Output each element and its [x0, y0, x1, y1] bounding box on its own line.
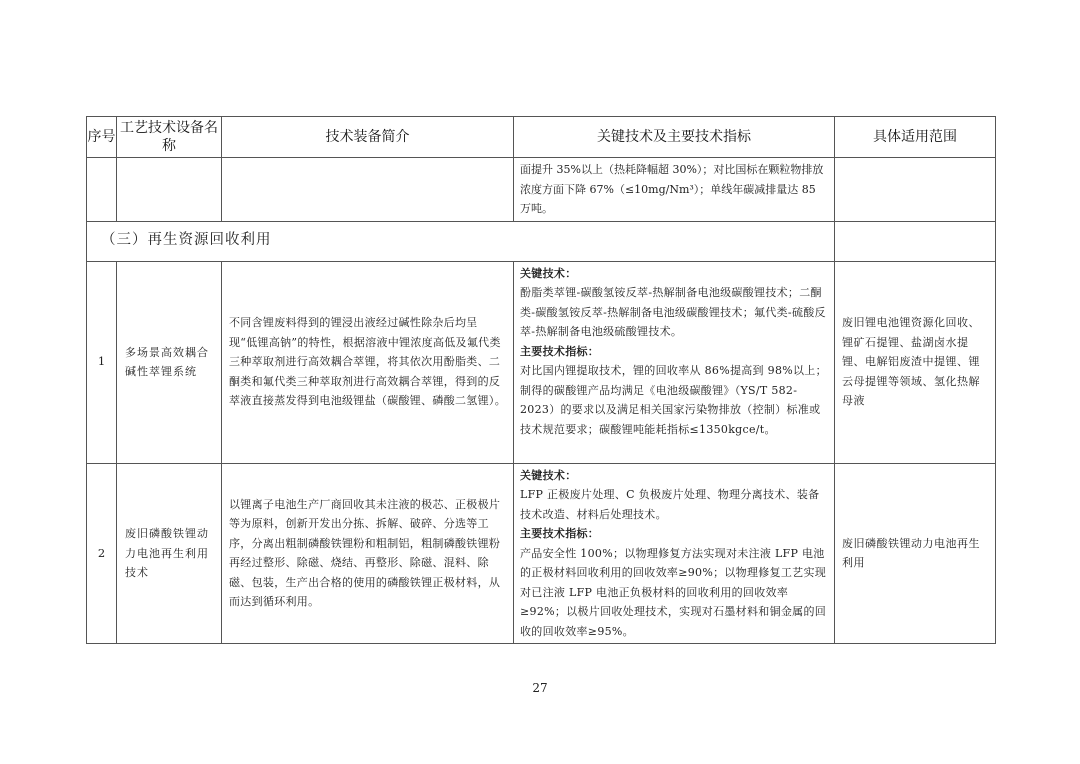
header-key: 关键技术及主要技术指标 [514, 117, 835, 158]
row-scope: 废旧磷酸铁锂动力电池再生利用 [835, 463, 996, 644]
key-tech-text: 酚脂类萃锂-碳酸氢铵反萃-热解制备电池级碳酸锂技术；二酮类-碳酸氢铵反萃-热解制备电池级碳酸锂技术；氟代类-硫酸反萃-热解制备电池级硫酸锂技术。 [520, 286, 826, 338]
header-scope: 具体适用范围 [835, 117, 996, 158]
row-name: 多场景高效耦合碱性萃锂系统 [117, 261, 222, 463]
row-key-cell [514, 463, 835, 644]
row-name: 废旧磷酸铁锂动力电池再生利用技术 [117, 463, 222, 644]
row-index: 1 [87, 261, 117, 463]
main-index-text: 产品安全性 100%；以物理修复方法实现对未注液 LFP 电池的正极材料回收利用的回收效率≥90%；以物理修复工艺实现对已注液 LFP 电池正负极材料的回收利用的回收效率≥92%；以极片回收处理技术，实现对石墨材料和铜金属的回收的回收效率≥95%。 [520, 546, 827, 638]
row-desc: 以锂离子电池生产厂商回收其未注液的极芯、正极极片等为原料，创新开发出分拣、拆解、破碎、分选等工序，分离出粗制磷酸铁锂粉和粗制铝，粗制磷酸铁锂粉再经过整形、除磁、烧结、再整形、除磁、混料、除磁、包装，生产出合格的使用的磷酸铁锂正极材料，从而达到循环利用。 [222, 463, 514, 644]
section-row [87, 221, 996, 261]
continued-desc-cell [222, 158, 514, 222]
header-name: 工艺技术设备名称 [117, 117, 222, 158]
continued-row [87, 158, 996, 222]
key-tech-text: LFP 正极废片处理、C 负极废片处理、物理分离技术、装备技术改造、材料后处理技术。 [520, 488, 820, 521]
section-title: （三）再生资源回收利用 [87, 221, 835, 261]
page-number: 27 [532, 681, 548, 695]
main-index-label: 主要技术指标： [520, 527, 600, 540]
header-desc: 技术装备简介 [222, 117, 514, 158]
table-row [87, 463, 996, 644]
row-index: 2 [87, 463, 117, 644]
key-tech-label: 关键技术： [520, 266, 577, 280]
key-tech-label: 关键技术： [520, 468, 577, 482]
continued-key-cell [514, 158, 835, 222]
header-index: 序号 [87, 117, 117, 158]
row-key-cell [514, 261, 835, 463]
continued-text: 面提升 35%以上（热耗降幅超 30%）；对比国标在颗粒物排放浓度方面下降 67%（≤10mg/Nm³）；单线年碳减排量达 85 万吨。 [520, 163, 824, 215]
main-index-text: 对比国内锂提取技术，锂的回收率从 86%提高到 98%以上；制得的碳酸锂产品均满足《电池级碳酸锂》（YS/T 582-2023）的要求以及满足相关国家污染物排放（控制）标准或技术规范要求；碳酸锂吨能耗指标≤1350kgce/t。 [520, 364, 827, 436]
technology-table [86, 116, 996, 644]
table-row [87, 261, 996, 463]
main-index-label: 主要技术指标： [520, 344, 600, 358]
section-scope-cell [835, 221, 996, 261]
continued-scope-cell [835, 158, 996, 222]
row-desc: 不同含锂废料得到的锂浸出液经过碱性除杂后均呈现“低锂高钠”的特性，根据溶液中锂浓度高低及氟代类三种萃取剂进行高效耦合萃锂，将其依次用酚脂类、二酮类和氟代类三种萃取剂进行高效耦合萃锂，得到的反萃液直接蒸发得到电池级锂盐（碳酸锂、磷酸二氢锂）。 [222, 261, 514, 463]
continued-index-cell [87, 158, 117, 222]
row-scope: 废旧锂电池锂资源化回收、锂矿石提锂、盐湖卤水提锂、电解铝废渣中提锂、锂云母提锂等领域、氢化热解母液 [835, 261, 996, 463]
continued-name-cell [117, 158, 222, 222]
header-row [87, 117, 996, 158]
